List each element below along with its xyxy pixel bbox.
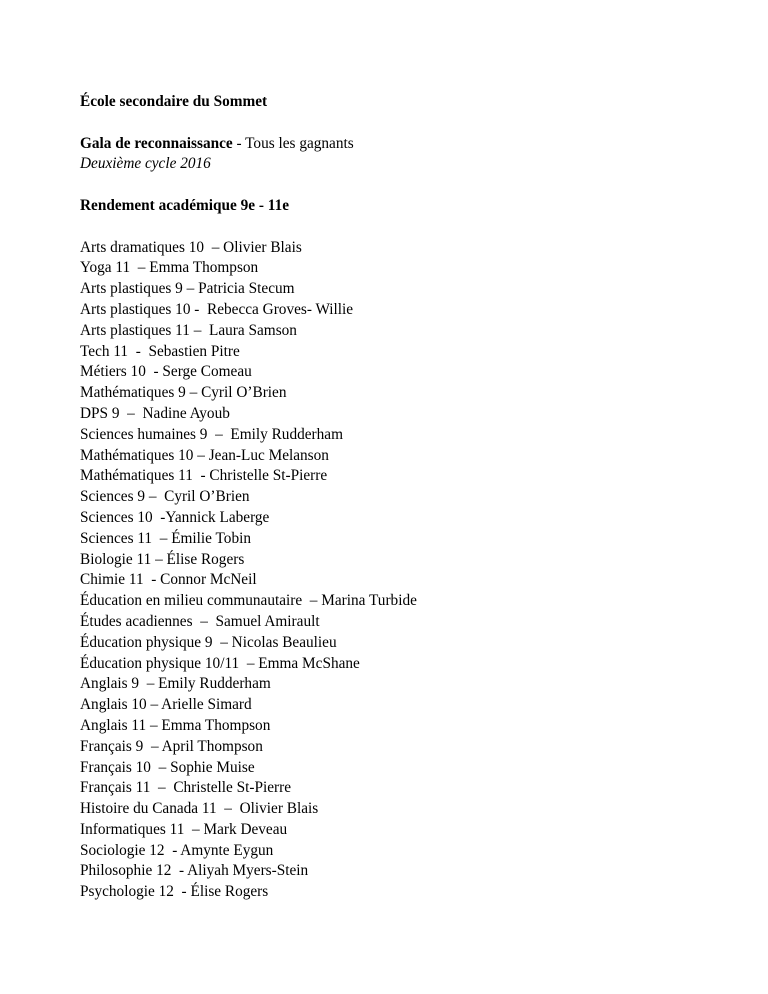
awards-list bbox=[80, 238, 417, 904]
award-item: Arts dramatiques 10 – Olivier Blais bbox=[80, 238, 302, 256]
award-item: Français 10 – Sophie Muise bbox=[80, 758, 255, 776]
award-item: Mathématiques 9 – Cyril O’Brien bbox=[80, 384, 287, 402]
award-item: Éducation physique 10/11 – Emma McShane bbox=[80, 654, 360, 672]
award-item: Arts plastiques 10 - Rebecca Groves- Willie bbox=[80, 300, 354, 318]
spacer bbox=[80, 113, 417, 134]
award-item: Sciences 10 -Yannick Laberge bbox=[80, 508, 270, 526]
spacer bbox=[80, 175, 417, 196]
award-item: Histoire du Canada 11 – Olivier Blais bbox=[80, 800, 319, 818]
award-item: Biologie 11 – Élise Rogers bbox=[80, 550, 245, 568]
award-item: Français 11 – Christelle St-Pierre bbox=[80, 779, 291, 797]
gala-subtitle: - Tous les gagnants bbox=[232, 134, 354, 152]
award-item: Anglais 11 – Emma Thompson bbox=[80, 716, 271, 734]
award-item: Français 9 – April Thompson bbox=[80, 737, 263, 755]
award-item: Arts plastiques 9 – Patricia Stecum bbox=[80, 280, 295, 298]
section-heading: Rendement académique 9e - 11e bbox=[80, 196, 290, 214]
award-item: Anglais 9 – Emily Rudderham bbox=[80, 675, 271, 693]
award-item: Informatiques 11 – Mark Deveau bbox=[80, 820, 288, 838]
award-item: Mathématiques 10 – Jean-Luc Melanson bbox=[80, 446, 329, 464]
award-item: Sciences 9 – Cyril O’Brien bbox=[80, 488, 250, 506]
award-item: Sociologie 12 - Amynte Eygun bbox=[80, 841, 274, 859]
award-item: DPS 9 – Nadine Ayoub bbox=[80, 404, 230, 422]
award-item: Arts plastiques 11 – Laura Samson bbox=[80, 321, 297, 339]
school-name: École secondaire du Sommet bbox=[80, 93, 268, 110]
award-item: Tech 11 - Sebastien Pitre bbox=[80, 342, 240, 360]
award-item: Philosophie 12 - Aliyah Myers-Stein bbox=[80, 862, 309, 880]
award-item: Chimie 11 - Connor McNeil bbox=[80, 571, 257, 589]
award-item: Éducation en milieu communautaire – Marina Turbide bbox=[80, 592, 417, 610]
gala-cycle: Deuxième cycle 2016 bbox=[80, 155, 211, 173]
gala-title-line bbox=[80, 134, 417, 155]
gala-title: Gala de reconnaissance bbox=[80, 134, 233, 152]
spacer bbox=[80, 217, 417, 238]
award-item: Sciences 11 – Émilie Tobin bbox=[80, 529, 251, 547]
document-page bbox=[80, 92, 417, 903]
award-item: Métiers 10 - Serge Comeau bbox=[80, 363, 252, 381]
award-item: Psychologie 12 - Élise Rogers bbox=[80, 883, 269, 901]
award-item: Anglais 10 – Arielle Simard bbox=[80, 696, 252, 714]
award-item: Études acadiennes – Samuel Amirault bbox=[80, 612, 320, 630]
award-item: Mathématiques 11 - Christelle St-Pierre bbox=[80, 467, 328, 485]
award-item: Éducation physique 9 – Nicolas Beaulieu bbox=[80, 633, 337, 651]
award-item: Sciences humaines 9 – Emily Rudderham bbox=[80, 425, 343, 443]
award-item: Yoga 11 – Emma Thompson bbox=[80, 259, 259, 277]
